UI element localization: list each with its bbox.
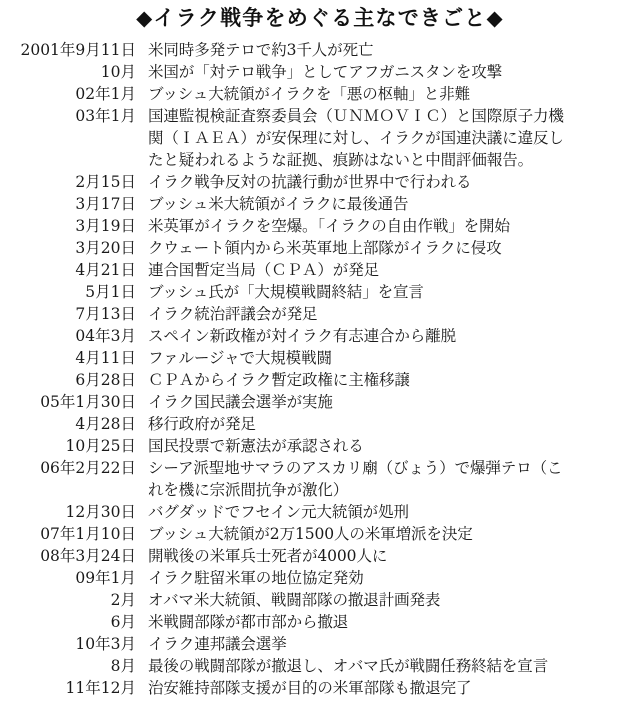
timeline-event [148, 413, 640, 435]
timeline-event [148, 501, 640, 523]
timeline-date: 10月 [100, 63, 136, 81]
timeline-event [148, 457, 640, 501]
timeline-event-line: シーア派聖地サマラのアスカリ廟（びょう）で爆弾テロ（こ [148, 459, 563, 477]
timeline-row [0, 215, 640, 237]
timeline-event-line: バグダッドでフセイン元大統領が処刑 [148, 503, 409, 521]
timeline-date: 4月28日 [75, 415, 136, 433]
timeline-row [0, 105, 640, 171]
timeline-row [0, 391, 640, 413]
timeline-event-line: 米戦闘部隊が都市部から撤退 [148, 613, 349, 631]
timeline-event [148, 611, 640, 633]
timeline-row [0, 83, 640, 105]
timeline-date: 05年1月30日 [40, 393, 136, 411]
timeline-event [148, 215, 640, 237]
timeline-event [148, 61, 640, 83]
timeline-date: 04年3月 [75, 327, 136, 345]
timeline-event-line: 米国が「対テロ戦争」としてアフガニスタンを攻撃 [148, 63, 503, 81]
timeline-row [0, 237, 640, 259]
timeline-event-line: オバマ米大統領、戦闘部隊の撤退計画発表 [148, 591, 441, 609]
timeline-event [148, 677, 640, 699]
timeline-event-line: 最後の戦闘部隊が撤退し、オバマ氏が戦闘任務終結を宣言 [148, 657, 549, 675]
timeline-date: 5月1日 [85, 283, 136, 301]
timeline-row [0, 457, 640, 501]
timeline-date: 4月11日 [75, 349, 136, 367]
timeline-row [0, 39, 640, 61]
timeline-event [148, 171, 640, 193]
timeline-date: 10年3月 [75, 635, 136, 653]
timeline-event-line: イラク駐留米軍の地位協定発効 [148, 569, 364, 587]
page-title: ◆イラク戦争をめぐる主なできごと◆ [136, 6, 504, 30]
timeline-date: 6月28日 [75, 371, 136, 389]
timeline-row [0, 633, 640, 655]
timeline-date: 12月30日 [65, 503, 136, 521]
timeline-date: 02年1月 [75, 85, 136, 103]
timeline-event [148, 281, 640, 303]
timeline-event [148, 545, 640, 567]
timeline-row [0, 325, 640, 347]
timeline-event [148, 369, 640, 391]
timeline-table [0, 39, 640, 699]
timeline-event [148, 325, 640, 347]
timeline-date: 08年3月24日 [40, 547, 136, 565]
timeline-date: 2001年9月11日 [20, 41, 136, 59]
timeline-event [148, 633, 640, 655]
timeline-row [0, 61, 640, 83]
timeline-event-line: たと疑われるような証拠、痕跡はないと中間評価報告。 [148, 151, 534, 169]
timeline-date: 2月15日 [75, 173, 136, 191]
timeline-event-line: ＣＰＡからイラク暫定政権に主権移譲 [148, 371, 410, 389]
timeline-event [148, 83, 640, 105]
timeline-row [0, 171, 640, 193]
timeline-row [0, 281, 640, 303]
timeline-event [148, 303, 640, 325]
timeline-date: 10月25日 [65, 437, 136, 455]
timeline-date: 09年1月 [75, 569, 136, 587]
timeline-date: 6月 [110, 613, 136, 631]
timeline-event-line: 国民投票で新憲法が承認される [148, 437, 364, 455]
timeline-event-line: ブッシュ氏が「大規模戦闘終結」を宣言 [148, 283, 424, 301]
timeline-event [148, 237, 640, 259]
timeline-row [0, 611, 640, 633]
timeline-date: 3月19日 [75, 217, 136, 235]
timeline-event-line: イラク国民議会選挙が実施 [148, 393, 333, 411]
timeline-row [0, 545, 640, 567]
timeline-date: 06年2月22日 [40, 459, 136, 477]
timeline-event [148, 567, 640, 589]
timeline-event-line: ファルージャで大規模戦闘 [148, 349, 332, 367]
timeline-event-line: スペイン新政権が対イラク有志連合から離脱 [148, 327, 457, 345]
timeline-event [148, 523, 640, 545]
timeline-event [148, 105, 640, 171]
timeline-row [0, 677, 640, 699]
timeline-row [0, 567, 640, 589]
timeline-event-line: クウェート領内から米英軍地上部隊がイラクに侵攻 [148, 239, 502, 257]
timeline-event-line: 治安維持部隊支援が目的の米軍部隊も撤退完了 [148, 679, 472, 697]
timeline-event [148, 655, 640, 677]
timeline-event-line: イラク統治評議会が発足 [148, 305, 318, 323]
timeline-row [0, 589, 640, 611]
timeline-date: 03年1月 [75, 107, 136, 125]
timeline-row [0, 193, 640, 215]
timeline-date: 8月 [110, 657, 136, 675]
timeline-row [0, 501, 640, 523]
timeline-event [148, 435, 640, 457]
timeline-event-line: 国連監視検証査察委員会（ＵＮＭＯＶＩＣ）と国際原子力機 [148, 107, 564, 125]
timeline-event [148, 39, 640, 61]
timeline-row [0, 259, 640, 281]
timeline-row [0, 347, 640, 369]
timeline-event [148, 193, 640, 215]
timeline-event-line: 関（ＩＡＥＡ）が安保理に対し、イラクが国連決議に違反し [148, 129, 564, 147]
timeline-event [148, 259, 640, 281]
timeline-event [148, 391, 640, 413]
timeline-event-line: 米同時多発テロで約3千人が死亡 [148, 41, 374, 59]
timeline-date: 2月 [110, 591, 136, 609]
timeline-event-line: 米英軍がイラクを空爆。「イラクの自由作戦」を開始 [148, 217, 510, 235]
timeline-date: 3月20日 [75, 239, 136, 257]
timeline-date: 4月21日 [75, 261, 136, 279]
timeline-event-line: 開戦後の米軍兵士死者が4000人に [148, 547, 388, 565]
timeline-date: 3月17日 [75, 195, 136, 213]
timeline-row [0, 413, 640, 435]
timeline-event-line: イラク戦争反対の抗議行動が世界中で行われる [148, 173, 472, 191]
timeline-event-line: れを機に宗派間抗争が激化） [148, 481, 349, 499]
timeline-event [148, 347, 640, 369]
timeline-event-line: ブッシュ大統領がイラクを「悪の枢軸」と非難 [148, 85, 471, 103]
timeline-row [0, 655, 640, 677]
timeline-event-line: イラク連邦議会選挙 [148, 635, 287, 653]
timeline-row [0, 369, 640, 391]
timeline-row [0, 435, 640, 457]
timeline-date: 07年1月10日 [40, 525, 136, 543]
timeline-row [0, 523, 640, 545]
timeline-date: 7月13日 [75, 305, 136, 323]
timeline-event-line: ブッシュ大統領が2万1500人の米軍増派を決定 [148, 525, 473, 543]
timeline-event-line: 移行政府が発足 [148, 415, 256, 433]
timeline-row [0, 303, 640, 325]
timeline-body [0, 39, 640, 699]
timeline-event-line: 連合国暫定当局（ＣＰＡ）が発足 [148, 261, 380, 279]
timeline-event [148, 589, 640, 611]
timeline-date: 11年12月 [65, 679, 136, 697]
timeline-event-line: ブッシュ米大統領がイラクに最後通告 [148, 195, 409, 213]
